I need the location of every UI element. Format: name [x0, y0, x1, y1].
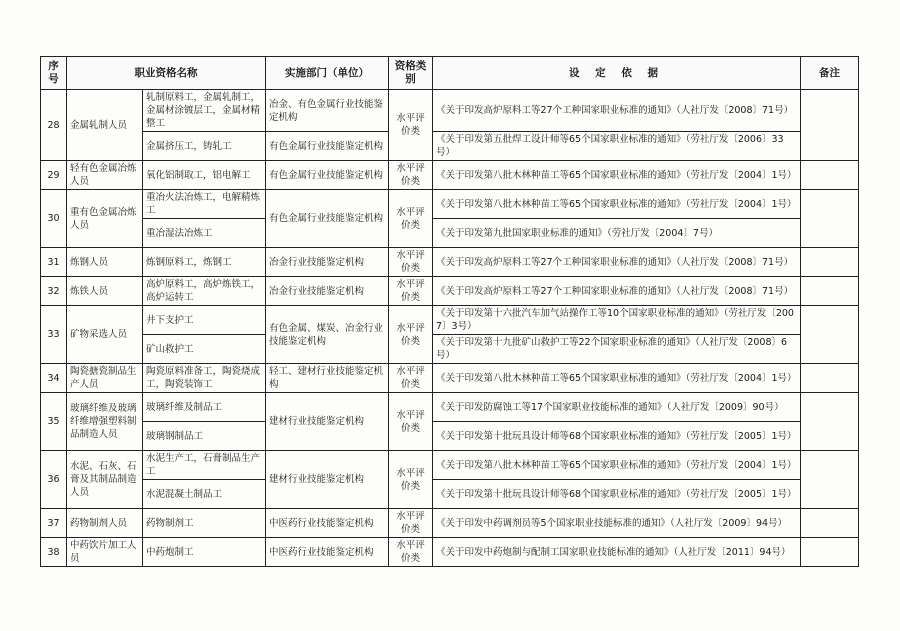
legal-basis: 《关于印发第九批国家职业标准的通知》（劳社厅发〔2004〕7号） [433, 219, 801, 248]
qualification-name: 轧制原料工，金属轧制工，金属材涂镀层工，金属材精整工 [143, 90, 266, 132]
occupation-category: 玻璃纤维及玻璃纤维增强塑料制品制造人员 [67, 393, 143, 451]
legal-basis: 《关于印发第八批木林种苗工等65个国家职业标准的通知》（劳社厅发〔2004〕1号） [433, 161, 801, 190]
qualification-name: 水泥混凝土制品工 [143, 480, 266, 509]
legal-basis: 《关于印发第八批木林种苗工等65个国家职业标准的通知》（劳社厅发〔2004〕1号） [433, 190, 801, 219]
table-row [41, 248, 859, 277]
qualification-type: 水平评价类 [389, 190, 433, 248]
qualification-name: 金属挤压工，铸轧工 [143, 132, 266, 161]
row-number: 30 [41, 190, 67, 248]
table-row [41, 190, 859, 219]
table-row [41, 277, 859, 306]
legal-basis: 《关于印发中药调剂员等5个国家职业技能标准的通知》（人社厅发〔2009〕94号） [433, 509, 801, 538]
legal-basis: 《关于印发第十批玩具设计师等68个国家职业标准的通知》（劳社厅发〔2005〕1号） [433, 422, 801, 451]
qualification-type: 水平评价类 [389, 90, 433, 161]
implementing-department: 轻工、建材行业技能鉴定机构 [266, 364, 389, 393]
occupation-category: 水泥、石灰、石膏及其制品制造人员 [67, 451, 143, 509]
table-row [41, 393, 859, 422]
header-row [41, 57, 859, 90]
remarks [801, 190, 859, 248]
remarks [801, 451, 859, 509]
table-row [41, 132, 859, 161]
implementing-department: 有色金属行业技能鉴定机构 [266, 132, 389, 161]
qualification-name: 氧化铝制取工，铝电解工 [143, 161, 266, 190]
remarks [801, 538, 859, 567]
table-row [41, 480, 859, 509]
qualification-type: 水平评价类 [389, 538, 433, 567]
table-row [41, 509, 859, 538]
legal-basis: 《关于印发第八批木林种苗工等65个国家职业标准的通知》（劳社厅发〔2004〕1号） [433, 451, 801, 480]
table-row [41, 219, 859, 248]
qualification-type: 水平评价类 [389, 161, 433, 190]
legal-basis: 《关于印发第十六批汽车加气站操作工等10个国家职业标准的通知》（劳社厅发〔2007〕3号） [433, 306, 801, 335]
row-number: 34 [41, 364, 67, 393]
qualification-name: 重冶湿法冶炼工 [143, 219, 266, 248]
header-no: 序号 [41, 57, 67, 90]
legal-basis: 《关于印发高炉原料工等27个工种国家职业标准的通知》（人社厅发〔2008〕71号） [433, 277, 801, 306]
header-name: 职业资格名称 [67, 57, 266, 90]
remarks [801, 306, 859, 364]
remarks [801, 161, 859, 190]
occupation-category: 矿物采选人员 [67, 306, 143, 364]
qualification-name: 中药炮制工 [143, 538, 266, 567]
implementing-department: 有色金属行业技能鉴定机构 [266, 161, 389, 190]
qualification-type: 水平评价类 [389, 364, 433, 393]
legal-basis: 《关于印发高炉原料工等27个工种国家职业标准的通知》（人社厅发〔2008〕71号） [433, 248, 801, 277]
implementing-department: 有色金属行业技能鉴定机构 [266, 190, 389, 248]
table-row [41, 364, 859, 393]
table-row [41, 306, 859, 335]
qualification-name: 陶瓷原料准备工，陶瓷烧成工，陶瓷装饰工 [143, 364, 266, 393]
implementing-department: 有色金属、煤炭、冶金行业技能鉴定机构 [266, 306, 389, 364]
qualification-type: 水平评价类 [389, 393, 433, 451]
qualification-name: 玻璃纤维及制品工 [143, 393, 266, 422]
occupation-category: 金属轧制人员 [67, 90, 143, 161]
table-body [41, 90, 859, 567]
table-row [41, 161, 859, 190]
qualification-type: 水平评价类 [389, 248, 433, 277]
implementing-department: 中医药行业技能鉴定机构 [266, 538, 389, 567]
occupation-category: 炼铁人员 [67, 277, 143, 306]
qualification-type: 水平评价类 [389, 509, 433, 538]
occupation-category: 陶瓷搪瓷制品生产人员 [67, 364, 143, 393]
table-row [41, 451, 859, 480]
legal-basis: 《关于印发第十九批矿山救护工等22个国家职业标准的通知》（人社厅发〔2008〕6号） [433, 335, 801, 364]
remarks [801, 509, 859, 538]
occupation-category: 轻有色金属冶炼人员 [67, 161, 143, 190]
legal-basis: 《关于印发高炉原料工等27个工种国家职业标准的通知》（人社厅发〔2008〕71号） [433, 90, 801, 132]
legal-basis: 《关于印发第五批焊工设计师等65个国家职业标准的通知》（劳社厅发〔2006〕33号） [433, 132, 801, 161]
remarks [801, 248, 859, 277]
implementing-department: 冶金行业技能鉴定机构 [266, 248, 389, 277]
table-row [41, 90, 859, 132]
implementing-department: 冶金行业技能鉴定机构 [266, 277, 389, 306]
qualification-name: 水泥生产工，石膏制品生产工 [143, 451, 266, 480]
header-dept: 实施部门（单位） [266, 57, 389, 90]
qualification-name: 重冶火法冶炼工，电解精炼工 [143, 190, 266, 219]
qualification-name: 炼钢原料工，炼钢工 [143, 248, 266, 277]
implementing-department: 中医药行业技能鉴定机构 [266, 509, 389, 538]
row-number: 38 [41, 538, 67, 567]
qualification-type: 水平评价类 [389, 277, 433, 306]
qualification-name: 井下支护工 [143, 306, 266, 335]
qualification-name: 药物制剂工 [143, 509, 266, 538]
remarks [801, 364, 859, 393]
occupation-category: 炼钢人员 [67, 248, 143, 277]
occupation-category: 中药饮片加工人员 [67, 538, 143, 567]
qualification-type: 水平评价类 [389, 306, 433, 364]
header-type: 资格类别 [389, 57, 433, 90]
remarks [801, 90, 859, 161]
row-number: 31 [41, 248, 67, 277]
qualification-name: 高炉原料工，高炉炼铁工，高炉运转工 [143, 277, 266, 306]
remarks [801, 277, 859, 306]
remarks [801, 393, 859, 451]
legal-basis: 《关于印发第十批玩具设计师等68个国家职业标准的通知》（劳社厅发〔2005〕1号） [433, 480, 801, 509]
row-number: 32 [41, 277, 67, 306]
row-number: 36 [41, 451, 67, 509]
qualification-name: 玻璃钢制品工 [143, 422, 266, 451]
row-number: 29 [41, 161, 67, 190]
occupation-category: 药物制剂人员 [67, 509, 143, 538]
legal-basis: 《关于印发第八批木林种苗工等65个国家职业标准的通知》（劳社厅发〔2004〕1号） [433, 364, 801, 393]
qualification-name: 矿山救护工 [143, 335, 266, 364]
qualification-table [40, 56, 859, 567]
row-number: 35 [41, 393, 67, 451]
header-basis: 设 定 依 据 [433, 57, 801, 90]
occupation-category: 重有色金属冶炼人员 [67, 190, 143, 248]
implementing-department: 冶金、有色金属行业技能鉴定机构 [266, 90, 389, 132]
table-row [41, 422, 859, 451]
table-row [41, 335, 859, 364]
implementing-department: 建材行业技能鉴定机构 [266, 393, 389, 451]
header-note: 备注 [801, 57, 859, 90]
legal-basis: 《关于印发中药炮制与配制工国家职业技能标准的通知》（人社厅发〔2011〕94号） [433, 538, 801, 567]
legal-basis: 《关于印发防腐蚀工等17个国家职业技能标准的通知》（人社厅发〔2009〕90号） [433, 393, 801, 422]
row-number: 33 [41, 306, 67, 364]
implementing-department: 建材行业技能鉴定机构 [266, 451, 389, 509]
qualification-type: 水平评价类 [389, 451, 433, 509]
row-number: 28 [41, 90, 67, 161]
table-row [41, 538, 859, 567]
row-number: 37 [41, 509, 67, 538]
